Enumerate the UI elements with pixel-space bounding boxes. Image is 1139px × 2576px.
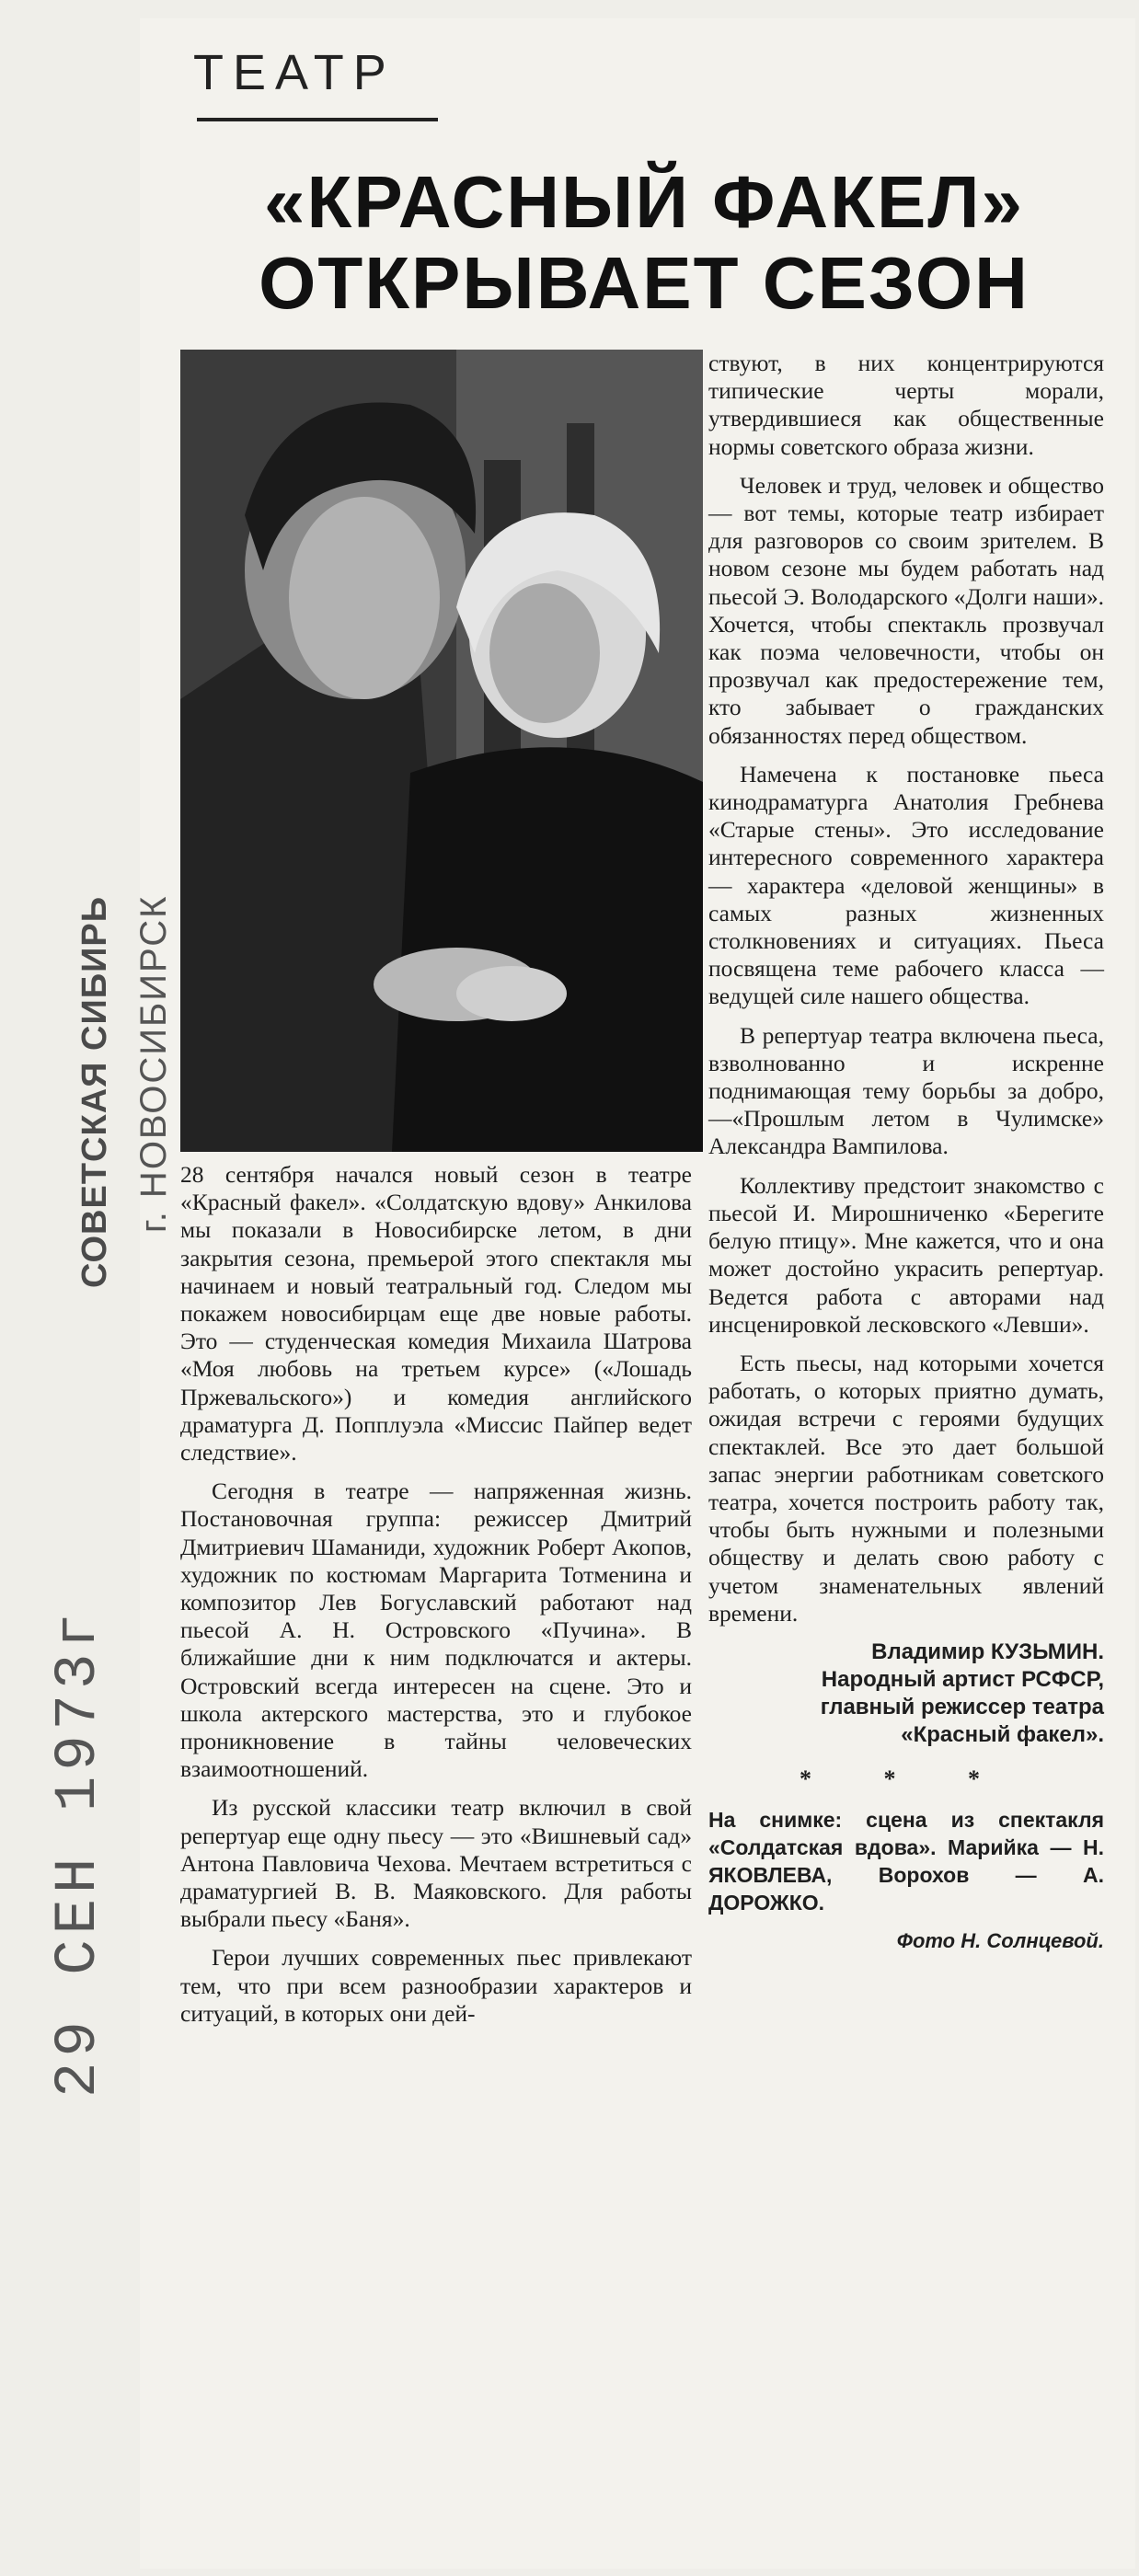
photo-caption: На снимке: сцена из спектакля «Солдатская вдова». Марийка — Н. ЯКОВЛЕВА, Ворохов — А. ДОРОЖКО. (708, 1808, 1104, 1915)
article-paragraph: Коллективу предстоит знакомство с пьесой И. Мирошниченко «Берегите белую птицу». Мне кажется, что и она может достойно украсить репертуар. Ведется работа с авторами над инсценировкой лесковского «Левши». (708, 1171, 1104, 1338)
headline-line-1: «КРАСНЫЙ ФАКЕЛ» (264, 161, 1024, 243)
author-title: главный режиссер театра (820, 1694, 1104, 1719)
article-paragraph: Из русской классики театр включил в свой репертуар еще одну пьесу — это «Вишневый сад» Антона Павловича Чехова. Мечтаем встретиться с драматургией В. В. Маяковского. Для работы выбрали пьесу «Баня». (180, 1794, 692, 1933)
article-paragraph: Человек и труд, человек и общество — вот темы, которые театр избирает для разговоров со своим зрителем. В новом сезоне мы будем работать над пьесой Э. Володарского «Долги наши». Хочется, чтобы спектакль прозвучал как поэма человечности, чтобы он прозвучал как предостережение тем, кто забывает о гражданских обязанностях перед обществом. (708, 471, 1104, 749)
author-signature (708, 1639, 1104, 1749)
article-paragraph: Есть пьесы, над которыми хочется работать, о которых приятно думать, ожидая встречи с героями будущих спектаклей. Все это дает большой запас энергии работникам советского театра, хочется построить работу так, чтобы быть нужными и полезными обществу и делать свою работу с учетом знаменательных явлений времени. (708, 1349, 1104, 1627)
article-paragraph: В репертуар театра включена пьеса, взволнованно и искренне поднимающая тему борьбы за добро,—«Прошлым летом в Чулимске» Александра Вампилова. (708, 1021, 1104, 1160)
article-paragraph: Намечена к постановке пьеса кинодраматурга Анатолия Гребнева «Старые стены». Это исследование интересного современного характера — характера «деловой женщины» в самых разных жизненных столкновениях и ситуациях. Пьеса посвящена теме рабочего класса — ведущей силе нашего общества. (708, 760, 1104, 1010)
stage-photo (180, 350, 703, 1152)
article-paragraph: ствуют, в них концентрируются типические черты морали, утвердившиеся как общественные нормы советского образа жизни. (708, 350, 1104, 460)
article-paragraph: Герои лучших современных пьес привлекают тем, что при всем разнообразии характеров и ситуаций, в которых они дей- (180, 1944, 692, 2027)
archive-stamp-publication: СОВЕТСКАЯ СИБИРЬ (75, 895, 114, 1288)
article-paragraph: Сегодня в театре — напряженная жизнь. Постановочная группа: режиссер Дмитрий Дмитриевич Шаманиди, художник Роберт Акопов, художник по костюмам Маргарита Тотменина и композитор Лев Богуславский работают над пьесой А. Н. Островского «Пучина». В ближайшие дни к ним подключатся и актеры. Островский всегда интересен на сцене. Это и школа актерского мастерства, это и глубокое проникновение в тайны человеческих взаимоотношений. (180, 1478, 692, 1783)
rubric: ТЕАТР (193, 45, 396, 100)
archive-stamp-city: г. НОВОСИБИРСК (133, 894, 174, 1233)
article-paragraph: 28 сентября начался новый сезон в театре «Красный факел». «Солдатскую вдову» Анкилова мы показали в Новосибирске летом, в дни закрытия сезона, премьерой этого спектакля мы начинаем и новый театральный год. Следом мы покажем новосибирцам еще две новые работы. Это — студенческая комедия Михаила Шатрова «Моя любовь на третьем курсе» («Лошадь Пржевальского») и комедия английского драматурга Д. Попплуэла «Миссис Пайпер ведет следствие». (180, 1161, 692, 1466)
rubric-underline (197, 118, 438, 121)
stage-photo-image (180, 350, 703, 1152)
photo-credit: Фото Н. Солнцевой. (896, 1929, 1104, 1953)
author-title: Народный артист РСФСР, (821, 1666, 1104, 1692)
article-column-2 (708, 350, 1104, 1955)
section-separator: * * * (800, 1765, 1013, 1792)
author-title: «Красный факел». (901, 1721, 1104, 1747)
archive-stamp-date: 29 СЕН 1973г (46, 1607, 112, 2098)
headline-line-2: ОТКРЫВАЕТ СЕЗОН (259, 242, 1030, 324)
article-column-1 (180, 1161, 692, 2039)
author-name: Владимир КУЗЬМИН. (871, 1639, 1104, 1664)
